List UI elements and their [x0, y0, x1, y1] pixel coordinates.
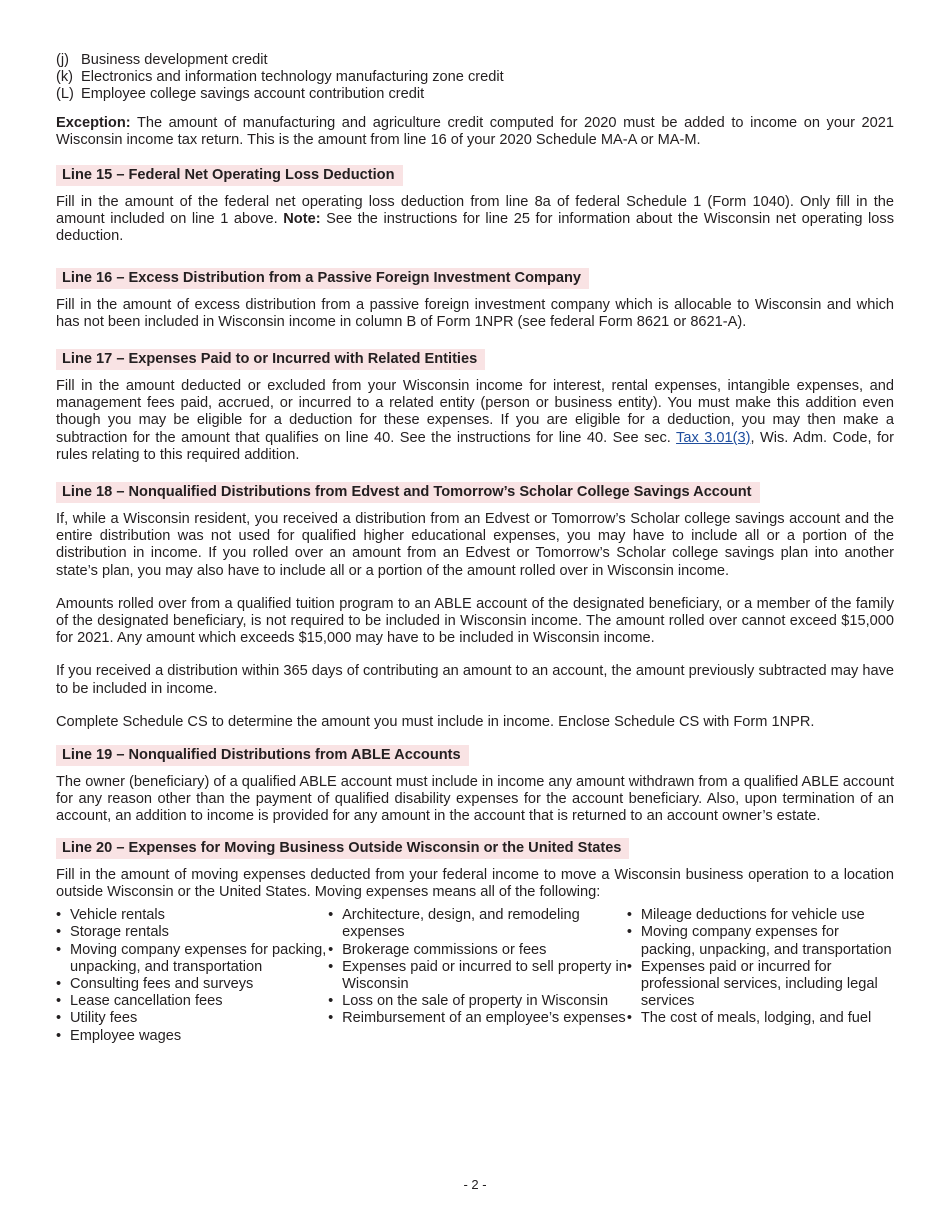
line15-heading: Line 15 – Federal Net Operating Loss Deduction — [56, 165, 403, 186]
list-item: • Mileage deductions for vehicle use — [627, 907, 894, 924]
list-marker: (L) — [56, 86, 74, 103]
moving-expenses-list — [56, 907, 894, 1045]
line19-paragraph: The owner (beneficiary) of a qualified ABLE account must include in income any amount withdrawn from a qualified ABLE account for any reason other than the payment of qualified disability expenses for the account beneficiary. Also, upon termination of an account, an addition to income is provided for any amount in the account that is returned to an account owner’s estate. — [56, 774, 894, 825]
list-item: • Architecture, design, and remodeling expenses — [328, 907, 627, 941]
document-body — [56, 52, 894, 1045]
line18-paragraph-2: Amounts rolled over from a qualified tuition program to an ABLE account of the designated beneficiary, or a member of the family of the designated beneficiary, is not required to be included in Wisconsin income. The amount rolled over cannot exceed $15,000 for 2021. Any amount which exceeds $15,000 may have to be included in Wisconsin income. — [56, 595, 894, 647]
line15-paragraph — [56, 194, 894, 246]
list-item: • Moving company expenses for packing, unpacking, and transportation — [627, 924, 894, 958]
list-item: • Reimbursement of an employee’s expenses — [328, 1010, 627, 1027]
credits-list — [56, 52, 894, 104]
list-item — [56, 52, 894, 69]
line20-paragraph: Fill in the amount of moving expenses deducted from your federal income to move a Wisconsin business operation to a location outside Wisconsin or the United States. Moving expenses means all of the following: — [56, 866, 894, 900]
list-item: • Expenses paid or incurred to sell property in Wisconsin — [328, 959, 627, 993]
list-text: Business development credit — [81, 52, 268, 68]
list-item: • The cost of meals, lodging, and fuel — [627, 1010, 894, 1027]
list-item: • Lease cancellation fees — [56, 993, 328, 1010]
list-text: Employee college savings account contribution credit — [81, 86, 425, 103]
list-item: • Brokerage commissions or fees — [328, 942, 627, 959]
line16-paragraph: Fill in the amount of excess distribution from a passive foreign investment company which is allocable to Wisconsin and which has not been included in Wisconsin income in column B of Form 1NPR (see federal Form 8621 or 8621-A). — [56, 296, 894, 330]
list-marker: (j) — [56, 52, 69, 68]
line17-paragraph — [56, 378, 894, 464]
line17-text-a: Fill in the amount deducted or excluded from your Wisconsin income for interest, rental expenses, intangible expenses, and management fees paid, accrued, or incurred to a related entity (person or business entity). You must make this addition even though you may be eligible for a deduction for these expenses. If you are eligible for a deduction, you may then make a subtraction for the amount that qualifies on line 40. See the instructions for line 40. See sec. — [56, 378, 894, 446]
line18-paragraph-4: Complete Schedule CS to determine the amount you must include in income. Enclose Schedule CS with Form 1NPR. — [56, 713, 815, 730]
list-item — [56, 86, 894, 103]
list-item: • Expenses paid or incurred for professional services, including legal services — [627, 959, 894, 1011]
line18-paragraph-3: If you received a distribution within 365 days of contributing an amount to an account, the amount previously subtracted may have to be included in income. — [56, 663, 894, 697]
moving-expenses-column-3 — [627, 907, 894, 1045]
line17-heading: Line 17 – Expenses Paid to or Incurred with Related Entities — [56, 349, 485, 370]
list-marker: (k) — [56, 69, 74, 86]
page-number: - 2 - — [463, 1177, 487, 1192]
tax-code-link[interactable]: Tax 3.01(3) — [676, 429, 751, 446]
line15-text-b: See the instructions for line 25 for information about the Wisconsin net operating loss deduction. — [56, 211, 894, 245]
moving-expenses-column-1 — [56, 907, 328, 1045]
line18-paragraph-1: If, while a Wisconsin resident, you received a distribution from an Edvest or Tomorrow’s Scholar college savings account and the entire distribution was not used for qualified higher educational expenses, you may have to include all or a portion of the distribution in income. If you rolled over an amount from an Edvest or Tomorrow’s Scholar college savings plan into another state’s plan, you may also have to include all or a portion of the amount rolled over in Wisconsin income. — [56, 511, 894, 579]
line15-note-label: Note: — [283, 211, 321, 228]
list-item: • Employee wages — [56, 1028, 328, 1045]
list-item: • Moving company expenses for packing, unpacking, and transportation — [56, 942, 328, 976]
list-item: • Storage rentals — [56, 924, 328, 941]
list-item: • Vehicle rentals — [56, 907, 328, 924]
line20-heading: Line 20 – Expenses for Moving Business Outside Wisconsin or the United States — [56, 838, 629, 859]
line18-heading: Line 18 – Nonqualified Distributions from Edvest and Tomorrow’s Scholar College Savings Account — [56, 482, 760, 503]
line15-text-a: Fill in the amount of the federal net operating loss deduction from line 8a of federal Schedule 1 (Form 1040). Only fill in the amount included on line 1 above. — [56, 194, 894, 228]
list-item — [56, 69, 894, 86]
list-item: • Loss on the sale of property in Wisconsin — [328, 993, 627, 1010]
line16-heading: Line 16 – Excess Distribution from a Passive Foreign Investment Company — [56, 268, 589, 289]
list-text: Electronics and information technology manufacturing zone credit — [81, 69, 504, 86]
exception-label: Exception: — [56, 114, 131, 131]
list-item: • Consulting fees and surveys — [56, 976, 328, 993]
line19-heading: Line 19 – Nonqualified Distributions from ABLE Accounts — [56, 745, 469, 766]
list-item: • Utility fees — [56, 1010, 328, 1027]
exception-text: The amount of manufacturing and agriculture credit computed for 2020 must be added to income on your 2021 Wisconsin income tax return. This is the amount from line 16 of your 2020 Schedule MA-A or MA-M. — [56, 114, 894, 148]
moving-expenses-column-2 — [328, 907, 627, 1045]
line17-text-b: , Wis. Adm. Code, for rules relating to this required addition. — [56, 429, 894, 463]
exception-paragraph — [56, 115, 894, 149]
